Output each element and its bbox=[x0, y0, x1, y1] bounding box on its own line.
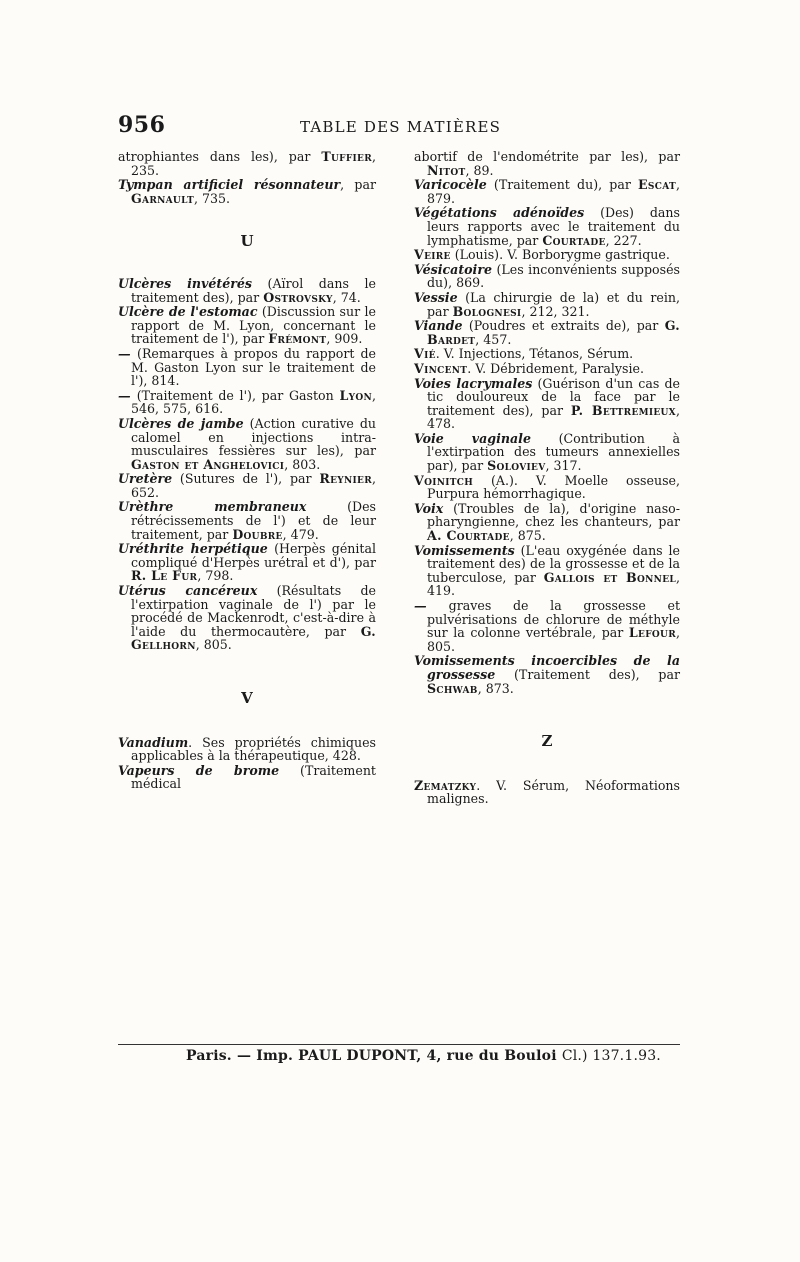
section-letter-z: Z bbox=[541, 732, 553, 751]
entry-author: Lefour bbox=[628, 625, 676, 641]
entry-author: Reynier bbox=[319, 471, 372, 487]
index-entry bbox=[414, 599, 680, 653]
index-entry bbox=[414, 178, 680, 205]
entry-tail: , 227. bbox=[605, 232, 642, 248]
entry-tail: . V. Sérum, Néoformations malignes. bbox=[427, 777, 680, 807]
entry-heading: Urèthre membraneux bbox=[118, 499, 307, 515]
entry-heading: Uréthrite herpétique bbox=[118, 541, 268, 557]
index-entry bbox=[118, 417, 376, 471]
index-entry bbox=[414, 347, 680, 361]
index-entry bbox=[414, 377, 680, 431]
entry-heading: Ulcère de l'estomac bbox=[118, 304, 258, 320]
entry-tail: , 879. bbox=[427, 177, 680, 206]
entry-heading: Tympan artificiel résonnateur bbox=[118, 177, 341, 193]
entry-text: (Herpès génital compliqué d'Herpès urétral et d'), par bbox=[131, 541, 377, 570]
entry-author: Schwab bbox=[427, 680, 478, 696]
entry-text: (Les inconvénients supposés du), 869. bbox=[427, 261, 680, 291]
entry-text: (Action curative du calomel en injections intra-musculaires fessières sur les), par bbox=[131, 415, 377, 459]
entry-tail: , 798. bbox=[197, 568, 234, 584]
entry-text: (Traitement de l'), par Gaston bbox=[136, 387, 340, 403]
entry-tail: , 805. bbox=[195, 637, 232, 653]
index-entry bbox=[414, 502, 680, 543]
entry-text: (Sutures de l'), par bbox=[172, 471, 320, 487]
entry-heading: Viande bbox=[414, 318, 463, 334]
entry-author: Veire bbox=[414, 247, 451, 263]
entry-heading: Ulcères invétérés bbox=[118, 275, 252, 291]
entry-tail: , 735. bbox=[193, 190, 231, 206]
imprint-line bbox=[186, 1048, 661, 1064]
section-letter-v: V bbox=[241, 689, 253, 707]
entry-author: Tuffier bbox=[321, 149, 372, 164]
entry-text: (Traitement des), par bbox=[495, 666, 680, 682]
imprint-code: Cl.) 137.1.93. bbox=[561, 1048, 661, 1064]
entry-heading: Voix bbox=[414, 500, 444, 516]
entry-text: (Contribution à l'extirpation des tumeurs annexielles par), par bbox=[427, 430, 680, 474]
entry-author: Vincent bbox=[414, 360, 468, 376]
entry-author: G. Gellhorn bbox=[131, 623, 376, 653]
index-entry bbox=[414, 362, 680, 376]
index-entry bbox=[118, 305, 376, 346]
imprint-place: Paris. — bbox=[186, 1048, 257, 1064]
entry-tail: . V. Débridement, Paralysie. bbox=[467, 360, 644, 376]
entry-text: (Traitement du), par bbox=[486, 177, 639, 193]
entry-heading: — bbox=[414, 598, 449, 613]
entry-text: (Résultats de l'extirpation vaginale de l') par le procédé de Mackenrodt, c'est-à-dire à l'aide du thermocautère, par bbox=[131, 583, 376, 639]
entry-tail: (Louis). V. Borborygme gastrique. bbox=[450, 247, 670, 263]
index-entry bbox=[414, 206, 680, 247]
entry-text: (Poudres et extraits de), par bbox=[462, 318, 665, 334]
right-column bbox=[414, 150, 680, 807]
entry-author: Gaston et Anghelovici bbox=[131, 456, 285, 472]
entry-heading: Ulcères de jambe bbox=[118, 415, 244, 431]
index-entry bbox=[414, 432, 680, 473]
index-entry bbox=[414, 319, 680, 346]
entry-heading: Varicocèle bbox=[414, 177, 487, 193]
entry-text: (Discussion sur le rapport de M. Lyon, concernant le traitement de l'), par bbox=[131, 304, 376, 347]
section-letter-u: U bbox=[240, 232, 254, 251]
entry-heading: Vomissements incoercibles de la grossesse bbox=[414, 653, 680, 682]
entry-tail: , 479. bbox=[282, 526, 319, 542]
entry-text: (Des rétrécissements de l') et de leur traitement, par bbox=[131, 499, 376, 542]
entry-tail: , 873. bbox=[477, 680, 514, 696]
entry-text: (L'eau oxygénée dans le traitement des) de la grossesse et de la tuberculose, par bbox=[427, 542, 680, 585]
entry-text: abortif de l'endométrite par les), par bbox=[414, 149, 680, 164]
entry-author: A. Courtade bbox=[427, 528, 510, 544]
index-entry bbox=[118, 472, 376, 499]
entry-tail: , 909. bbox=[326, 331, 363, 347]
entry-text: (Remarques à propos du rapport de M. Gaston Lyon sur le traitement de l'), 814. bbox=[131, 345, 376, 389]
entry-tail: , 478. bbox=[427, 402, 680, 432]
entry-text: atrophiantes dans les), par bbox=[118, 149, 322, 164]
entry-tail: , 652. bbox=[131, 471, 376, 500]
entry-heading: — bbox=[118, 345, 138, 361]
entry-heading: Voies lacrymales bbox=[414, 375, 533, 391]
entry-heading: Vomissements bbox=[414, 542, 515, 558]
index-entry bbox=[118, 736, 376, 763]
entry-text: (Troubles de la), d'origine naso-pharyngienne, chez les chanteurs, par bbox=[427, 500, 680, 530]
entry-tail: , 235. bbox=[131, 149, 376, 178]
index-entry bbox=[414, 779, 680, 806]
index-entry bbox=[414, 263, 680, 290]
entry-heading: Vanadium bbox=[118, 734, 189, 750]
index-entry bbox=[118, 500, 376, 541]
entry-tail: , 89. bbox=[465, 162, 494, 178]
entry-author: Ostrovsky bbox=[263, 289, 333, 305]
entry-author: Gallois et Bonnel bbox=[543, 569, 676, 585]
entry-tail: , 546, 575, 616. bbox=[131, 387, 377, 417]
imprint-rule bbox=[118, 1044, 680, 1045]
entry-tail: , 805. bbox=[427, 625, 680, 654]
entry-author: Soloviev bbox=[487, 458, 546, 474]
entry-text: (Aïrol dans le traitement des), par bbox=[131, 275, 376, 305]
entry-author: Nitot bbox=[427, 162, 466, 178]
entry-heading: Uretère bbox=[118, 471, 173, 487]
entry-heading: Vapeurs de brome bbox=[118, 762, 280, 778]
entry-text: . Ses propriétés chimiques applicables à la thérapeutique, 428. bbox=[131, 734, 376, 764]
entry-text: (Traitement médical bbox=[131, 762, 376, 792]
entry-tail: , 803. bbox=[284, 456, 321, 472]
entry-author: Zematzky bbox=[414, 777, 477, 793]
entry-tail: , 419. bbox=[427, 569, 681, 599]
entry-author: Lyon bbox=[339, 387, 372, 403]
index-entry bbox=[118, 178, 376, 205]
entry-text: (La chirurgie de la) et du rein, par bbox=[427, 289, 680, 319]
entry-tail: , 317. bbox=[545, 458, 582, 474]
index-entry bbox=[118, 584, 376, 652]
index-entry bbox=[118, 347, 376, 388]
entry-tail: , 74. bbox=[332, 289, 361, 305]
index-entry bbox=[414, 654, 680, 695]
entry-author: Doubre bbox=[232, 526, 283, 542]
entry-tail: , 875. bbox=[509, 528, 546, 544]
entry-text: , par bbox=[340, 177, 376, 193]
entry-tail: (A.). V. Moelle osseuse, Purpura hémorrhagique. bbox=[427, 472, 680, 502]
entry-author: G. Bardet bbox=[427, 318, 680, 347]
entry-author: Bolognesi bbox=[452, 303, 522, 319]
index-entry bbox=[118, 277, 376, 304]
index-entry bbox=[118, 150, 376, 177]
entry-heading: Vésicatoire bbox=[414, 261, 492, 277]
entry-author: Escat bbox=[638, 177, 676, 193]
entry-author: P. Bettremieux bbox=[570, 402, 676, 418]
left-column bbox=[118, 150, 376, 792]
entry-author: Garnault bbox=[131, 190, 194, 206]
entry-text: (Guérison d'un cas de tic douloureux de la face par le traitement des), par bbox=[427, 375, 680, 418]
index-entry bbox=[414, 150, 680, 177]
entry-author: Courtade bbox=[542, 232, 606, 248]
imprint-printer: Imp. PAUL DUPONT, 4, rue du Bouloi bbox=[256, 1048, 557, 1064]
entry-text: graves de la grossesse et pulvérisations de chlorure de méthyle sur la colonne vertébrale, par bbox=[427, 598, 681, 641]
entry-tail: , 457. bbox=[475, 331, 512, 347]
entry-author: R. Le Fur bbox=[131, 568, 198, 584]
entry-heading: Utérus cancéreux bbox=[118, 583, 258, 599]
index-entry bbox=[414, 474, 680, 501]
entry-heading: Vessie bbox=[414, 289, 458, 305]
entry-author: Frémont bbox=[268, 331, 327, 347]
index-entry bbox=[118, 389, 376, 416]
index-entry bbox=[414, 544, 680, 598]
index-entry bbox=[414, 291, 680, 318]
running-head: TABLE DES MATIÈRES bbox=[300, 118, 502, 136]
entry-heading: Végétations adénoïdes bbox=[414, 205, 585, 221]
entry-heading: — bbox=[118, 387, 137, 403]
entry-tail: , 212, 321. bbox=[521, 303, 590, 319]
index-entry bbox=[118, 542, 376, 583]
entry-author: Voinitch bbox=[414, 472, 474, 488]
entry-heading: Voie vaginale bbox=[414, 430, 531, 446]
entry-author: Vié bbox=[414, 346, 436, 362]
index-entry bbox=[118, 764, 376, 791]
entry-tail: . V. Injections, Tétanos, Sérum. bbox=[435, 346, 634, 362]
entry-text: (Des) dans leurs rapports avec le traitement du lymphatisme, par bbox=[427, 205, 680, 248]
index-entry bbox=[414, 248, 680, 262]
page-number: 956 bbox=[118, 112, 166, 138]
